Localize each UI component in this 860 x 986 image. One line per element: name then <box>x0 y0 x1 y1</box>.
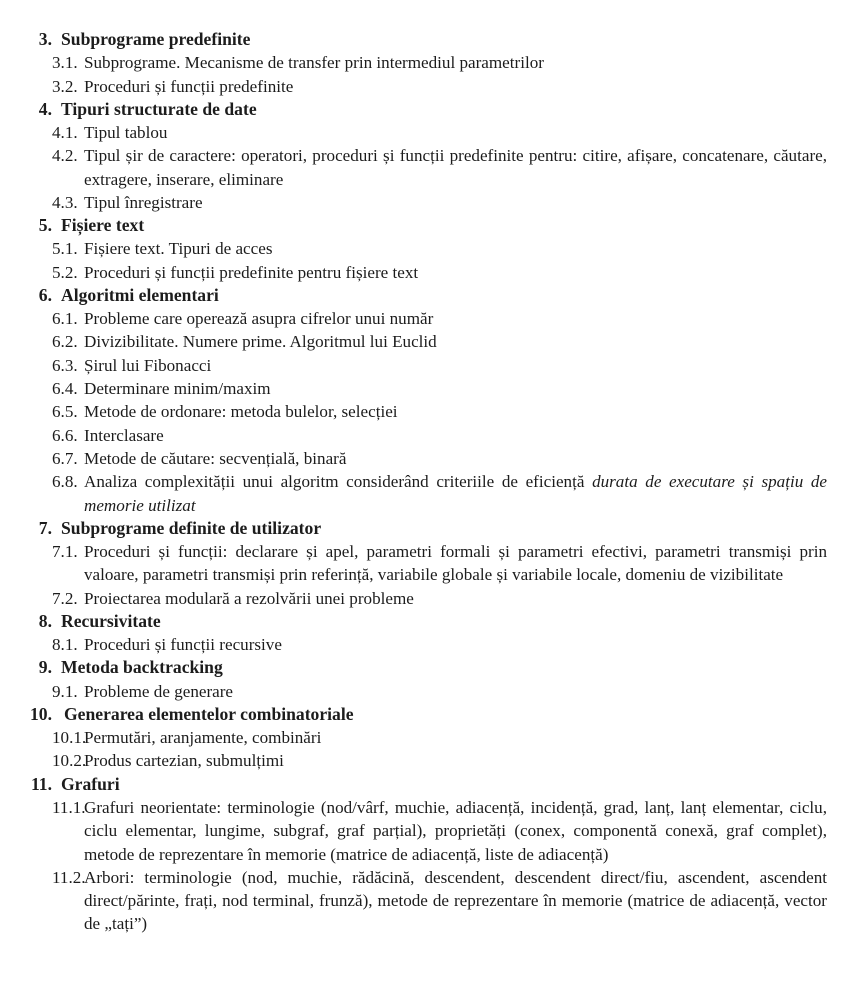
subsection-number: 11.1. <box>52 797 86 817</box>
subsection-number: 3.1. <box>52 53 78 73</box>
subsection-row <box>22 261 830 284</box>
subsection-number: 6.2. <box>52 332 78 352</box>
subsection-row <box>22 866 830 936</box>
subsection-text <box>84 191 830 214</box>
subsection-number: 10.1. <box>52 728 87 748</box>
subsection-text-main: Divizibilitate. Numere prime. Algoritmul lui Euclid <box>84 332 437 352</box>
subsection-text <box>84 726 830 749</box>
subsection-row <box>22 144 830 191</box>
subsection-number: 11.2. <box>52 867 86 887</box>
subsection-text <box>84 377 830 400</box>
subsection-row <box>22 726 830 749</box>
subsection-row <box>22 424 830 447</box>
subsection-number: 4.2. <box>52 146 78 166</box>
section-heading <box>22 284 830 307</box>
subsection-text <box>84 680 830 703</box>
section-title: Generarea elementelor combinatoriale <box>64 703 354 724</box>
subsection-number: 7.1. <box>52 542 78 562</box>
section-number: 11. <box>30 773 52 794</box>
subsection-number: 6.3. <box>52 355 78 375</box>
subsection-text <box>84 121 830 144</box>
subsection-text-main: Arbori: terminologie (nod, muchie, rădăcină, descendent, descendent direct/fiu, ascendent, ascendent direct/părinte, frați, nod terminal, frunză), metode de reprezentare în memorie (matrice de adiacență, vector de „tați”) <box>84 867 827 934</box>
subsection-text-main: Fișiere text. Tipuri de acces <box>84 239 273 259</box>
section-number: 10. <box>30 703 52 724</box>
subsection-text <box>84 749 830 772</box>
subsection-text <box>84 866 830 936</box>
subsection-text <box>84 261 830 284</box>
subsection-row <box>22 587 830 610</box>
subsection-text <box>84 330 830 353</box>
subsection-text-main: Tipul tablou <box>84 123 168 142</box>
subsection-text <box>84 540 830 587</box>
section-heading <box>22 28 830 51</box>
subsection-number: 6.8. <box>52 472 78 492</box>
subsection-text-main: Determinare minim/maxim <box>84 379 271 399</box>
subsection-text <box>84 587 830 610</box>
subsection-number: 6.4. <box>52 379 78 399</box>
subsection-text-main: Șirul lui Fibonacci <box>84 355 212 375</box>
subsection-number: 6.5. <box>52 402 78 422</box>
subsection-row <box>22 75 830 98</box>
section-title: Metoda backtracking <box>61 657 223 678</box>
subsection-text <box>84 633 830 656</box>
subsection-number: 4.1. <box>52 123 78 142</box>
subsection-number: 6.7. <box>52 448 78 468</box>
section-number: 6. <box>38 284 52 305</box>
subsection-text-main: Proceduri și funcții: declarare și apel, parametri formali și parametri efectivi, parametri transmiși prin valoare, parametri transmiși prin referință, variabile globale și variabile locale, domeniu de vizibilitate <box>84 542 827 585</box>
subsection-text-main: Produs cartezian, submulțimi <box>84 751 284 771</box>
subsection-number: 6.6. <box>52 425 78 445</box>
subsection-text-main: Grafuri neorientate: terminologie (nod/vârf, muchie, adiacență, incidență, grad, lanț, lanț elementar, ciclu, ciclu elementar, lungime, subgraf, graf parțial), proprietăți (conex, componentă conexă, graf complet), metode de reprezentare în memorie (matrice de adiacență, liste de adiacență) <box>84 797 827 864</box>
section-number: 9. <box>38 657 52 678</box>
section-title: Grafuri <box>61 773 120 794</box>
subsection-number: 5.2. <box>52 262 78 282</box>
subsection-text <box>84 354 830 377</box>
subsection-number: 6.1. <box>52 309 78 329</box>
subsection-row <box>22 237 830 260</box>
subsection-row <box>22 121 830 144</box>
subsection-text-main: Tipul șir de caractere: operatori, proceduri și funcții predefinite pentru: citire, afișare, concatenare, căutare, extragere, inserare, eliminare <box>84 146 827 189</box>
section-title: Tipuri structurate de date <box>61 98 257 119</box>
section-title: Fișiere text <box>61 215 145 236</box>
subsection-text <box>84 307 830 330</box>
subsection-text-main: Proceduri și funcții predefinite <box>84 76 294 96</box>
subsection-text-main: Proceduri și funcții recursive <box>84 635 282 655</box>
outline-list <box>22 28 830 936</box>
subsection-number: 7.2. <box>52 588 78 608</box>
subsection-text-main: Proceduri și funcții predefinite pentru fișiere text <box>84 262 419 282</box>
subsection-text <box>84 796 830 866</box>
subsection-text-main: Permutări, aranjamente, combinări <box>84 728 322 748</box>
subsection-text <box>84 400 830 423</box>
subsection-text-main: Metode de ordonare: metoda bulelor, selecției <box>84 402 398 422</box>
subsection-text-main: Probleme de generare <box>84 681 234 701</box>
subsection-text-main: Metode de căutare: secvențială, binară <box>84 448 347 468</box>
section-heading <box>22 98 830 121</box>
subsection-row <box>22 680 830 703</box>
section-title: Algoritmi elementari <box>61 284 219 305</box>
section-heading <box>22 517 830 540</box>
subsection-number: 5.1. <box>52 239 78 259</box>
section-title: Subprograme definite de utilizator <box>61 517 322 538</box>
section-number: 5. <box>38 215 52 236</box>
section-heading <box>22 610 830 633</box>
section-title: Recursivitate <box>61 610 161 631</box>
subsection-number: 8.1. <box>52 635 78 655</box>
subsection-row <box>22 400 830 423</box>
section-heading <box>22 656 830 679</box>
subsection-row <box>22 307 830 330</box>
section-title: Subprograme predefinite <box>61 29 251 49</box>
subsection-text <box>84 237 830 260</box>
subsection-text <box>84 51 830 74</box>
subsection-row <box>22 470 830 517</box>
subsection-text-main: Subprograme. Mecanisme de transfer prin intermediul parametrilor <box>84 53 544 73</box>
subsection-number: 9.1. <box>52 681 78 701</box>
section-number: 7. <box>38 517 52 538</box>
subsection-row <box>22 377 830 400</box>
subsection-text-main: Probleme care operează asupra cifrelor unui număr <box>84 309 434 329</box>
subsection-text <box>84 424 830 447</box>
subsection-number: 4.3. <box>52 192 78 212</box>
subsection-row <box>22 796 830 866</box>
subsection-text-emphasis: durata de executare și spațiu de memorie utilizat <box>84 472 827 515</box>
subsection-row <box>22 749 830 772</box>
section-number: 4. <box>38 98 52 119</box>
subsection-row <box>22 51 830 74</box>
subsection-row <box>22 447 830 470</box>
subsection-row <box>22 540 830 587</box>
subsection-text <box>84 447 830 470</box>
subsection-text <box>84 144 830 191</box>
subsection-text-main: Analiza complexității unui algoritm considerând criteriile de eficiență <box>84 472 593 492</box>
section-number: 8. <box>38 610 52 631</box>
subsection-row <box>22 354 830 377</box>
subsection-number: 10.2. <box>52 751 87 771</box>
subsection-text-main: Tipul înregistrare <box>84 192 203 212</box>
subsection-text <box>84 75 830 98</box>
section-number: 3. <box>38 29 52 49</box>
subsection-number: 3.2. <box>52 76 78 96</box>
subsection-row <box>22 633 830 656</box>
section-heading <box>22 703 830 726</box>
subsection-text-main: Interclasare <box>84 425 164 445</box>
section-heading <box>22 773 830 796</box>
subsection-text-main: Proiectarea modulară a rezolvării unei probleme <box>84 588 414 608</box>
subsection-row <box>22 330 830 353</box>
section-heading <box>22 214 830 237</box>
subsection-row <box>22 191 830 214</box>
subsection-text <box>84 470 830 517</box>
